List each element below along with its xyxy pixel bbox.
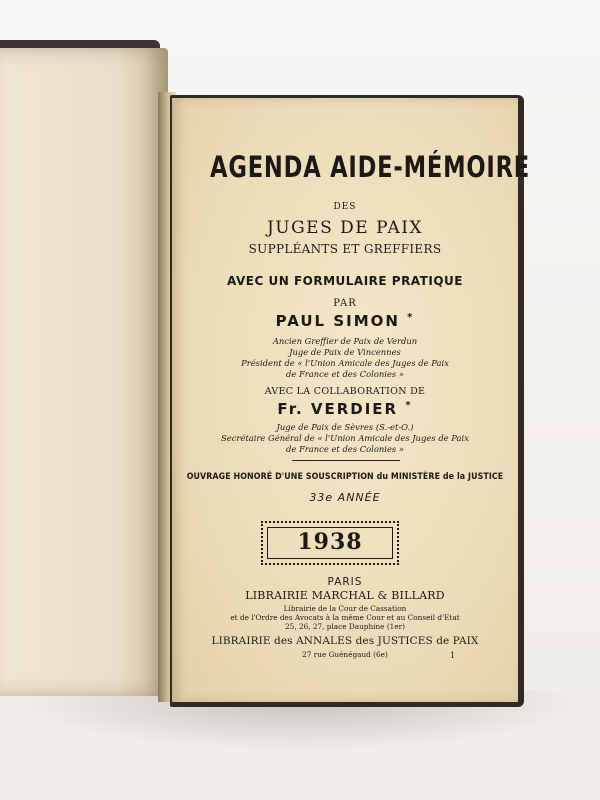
author-name-line — [172, 312, 518, 330]
year-frame — [261, 521, 399, 565]
book-title: AGENDA AIDE-MÉMOIRE — [210, 150, 531, 184]
edition-number: 33e ANNÉE — [309, 491, 381, 504]
publication-year: 1938 — [297, 529, 363, 555]
honor-line: OUVRAGE HONORÉ D'UNE SOUSCRIPTION du MINISTÈRE de la JUSTICE — [186, 472, 504, 482]
title-page — [172, 98, 531, 702]
author-name: PAUL SIMON — [275, 312, 400, 330]
page-folio: 1 — [450, 651, 456, 660]
author-title-1: Ancien Greffier de Paix de Verdun — [272, 336, 418, 346]
book-subtitle: JUGES DE PAIX — [266, 218, 424, 238]
collaborator-title-3: de France et des Colonies » — [285, 444, 405, 454]
author-title-2: Juge de Paix de Vincennes — [289, 347, 401, 357]
publisher-primary-address: 25, 26, 27, place Dauphine (1er) — [285, 622, 405, 631]
publisher-primary-line-2: et de l'Ordre des Avocats à la même Cour et au Conseil d'Etat — [230, 613, 460, 622]
author-title-4: de France et des Colonies » — [285, 369, 405, 379]
collaborator-name: Fr. VERDIER — [277, 400, 399, 418]
author-title-3: Président de « l'Union Amicale des Juges de Paix — [241, 358, 449, 368]
collaboration-label: AVEC LA COLLABORATION DE — [264, 386, 426, 397]
collaborator-title-2: Secrétaire Général de « l'Union Amicale des Juges de Paix — [221, 433, 469, 443]
publisher-secondary: LIBRAIRIE des ANNALES des JUSTICES de PAIX — [211, 635, 479, 647]
title-connector: DES — [333, 202, 357, 212]
publisher-secondary-address: 27 rue Guénégaud (6e) — [302, 650, 388, 659]
divider-rule — [292, 460, 400, 461]
author-mark: * — [407, 312, 415, 323]
par-label: PAR — [333, 298, 357, 309]
left-blank-page — [0, 48, 168, 696]
book-subtitle-secondary: SUPPLÉANTS ET GREFFIERS — [248, 242, 442, 256]
collaborator-name-line — [172, 400, 518, 418]
publisher-primary-line-1: Librairie de la Cour de Cassation — [283, 604, 407, 613]
publication-city: PARIS — [327, 576, 363, 588]
publisher-primary: LIBRAIRIE MARCHAL & BILLARD — [245, 589, 445, 602]
collaborator-mark: * — [405, 400, 413, 411]
formulaire-line: AVEC UN FORMULAIRE PRATIQUE — [227, 274, 463, 288]
collaborator-title-1: Juge de Paix de Sèvres (S.-et-O.) — [276, 422, 414, 432]
